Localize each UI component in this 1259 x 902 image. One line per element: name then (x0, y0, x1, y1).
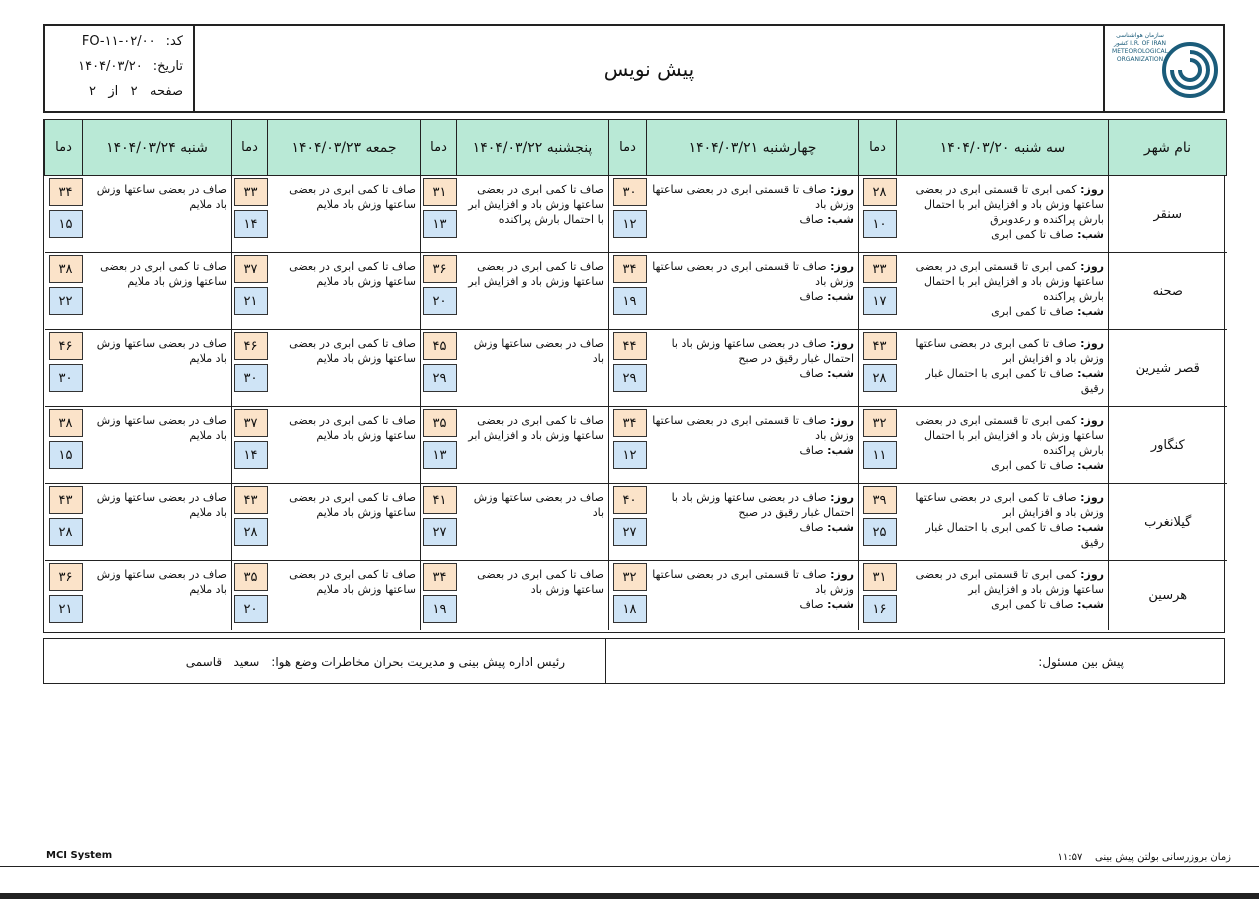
min-temp: ۲۹ (423, 364, 457, 392)
day-text: صاف تا قسمتی ابری در بعضی ساعتها وزش باد (652, 568, 854, 596)
day-label: روز: (1080, 414, 1104, 427)
night-text: صاف (799, 521, 824, 534)
forecast-text: صاف تا کمی ابری در بعضی ساعتها وزش باد ملایم (289, 414, 416, 442)
temp-cell (609, 253, 647, 330)
max-temp: ۳۵ (423, 409, 457, 437)
forecast-cell (457, 561, 609, 630)
min-temp: ۲۸ (863, 364, 897, 392)
night-forecast (651, 520, 855, 535)
forecast-cell (647, 253, 859, 330)
table-row (45, 330, 1227, 407)
forecast-cell (457, 330, 609, 407)
day-forecast (901, 490, 1105, 520)
temp-header: دما (45, 120, 83, 176)
temp-cell (45, 561, 83, 630)
day-forecast (901, 182, 1105, 227)
min-temp: ۲۱ (49, 595, 83, 623)
forecaster-label: پیش بین مسئول: (605, 639, 1224, 683)
table-row (45, 176, 1227, 253)
temp-cell (421, 176, 457, 253)
forecast-text: صاف تا کمی ابری در بعضی ساعتها وزش باد و افزایش ابر (468, 414, 604, 442)
night-forecast (901, 597, 1105, 612)
forecast-cell (83, 484, 232, 561)
day-text: کمی ابری تا قسمتی ابری در بعضی ساعتها وزش باد و افزایش ابر (915, 568, 1104, 596)
signature-box (43, 638, 1225, 684)
max-temp: ۳۴ (423, 563, 457, 591)
table-row (45, 253, 1227, 330)
day-label: روز: (1080, 568, 1104, 581)
day-label: روز: (830, 260, 854, 273)
forecast-cell (897, 253, 1109, 330)
document-header (43, 24, 1225, 113)
divider (0, 866, 1259, 867)
day-label: روز: (830, 491, 854, 504)
code-value: FO-۱۱-۰۲/۰۰ (81, 34, 156, 49)
forecast-text: صاف تا کمی ابری در بعضی ساعتها وزش باد ملایم (289, 568, 416, 596)
temp-cell (421, 484, 457, 561)
night-label: شب: (1077, 598, 1104, 611)
update-label: زمان بروزرسانی بولتن پیش بینی (1095, 852, 1231, 863)
forecast-cell (268, 253, 421, 330)
forecast-cell (457, 484, 609, 561)
night-label: شب: (1077, 228, 1104, 241)
document-title: پیش نویس (603, 56, 695, 81)
night-label: شب: (827, 290, 854, 303)
min-temp: ۱۹ (423, 595, 457, 623)
day-header: جمعه ۱۴۰۴/۰۳/۲۳ (268, 120, 421, 176)
max-temp: ۳۴ (613, 255, 647, 283)
max-temp: ۲۸ (863, 178, 897, 206)
head-label: رئیس اداره پیش بینی و مدیریت بحران مخاطرات وضع هوا: (271, 655, 565, 669)
day-label: روز: (830, 414, 854, 427)
day-label: روز: (1080, 260, 1104, 273)
forecast-text: صاف تا کمی ابری در بعضی ساعتها وزش باد ملایم (289, 183, 416, 211)
update-info (1057, 852, 1231, 863)
max-temp: ۳۱ (863, 563, 897, 591)
max-temp: ۳۱ (423, 178, 457, 206)
max-temp: ۳۷ (234, 255, 268, 283)
max-temp: ۳۲ (613, 563, 647, 591)
forecast-cell (268, 407, 421, 484)
max-temp: ۴۳ (863, 332, 897, 360)
max-temp: ۳۶ (423, 255, 457, 283)
temp-cell (859, 253, 897, 330)
night-forecast (651, 366, 855, 381)
page-number: صفحه ۲ از ۲ (88, 84, 183, 99)
day-text: صاف تا قسمتی ابری در بعضی ساعتها وزش باد (652, 183, 854, 211)
max-temp: ۴۵ (423, 332, 457, 360)
city-name: گیلانغرب (1109, 484, 1227, 561)
forecast-cell (268, 561, 421, 630)
temp-cell (421, 407, 457, 484)
temp-cell (232, 407, 268, 484)
forecast-cell (647, 176, 859, 253)
forecast-text: صاف در بعضی ساعتها وزش باد ملایم (96, 337, 227, 365)
min-temp: ۱۳ (423, 441, 457, 469)
day-forecast (901, 413, 1105, 458)
min-temp: ۱۲ (613, 441, 647, 469)
night-forecast (901, 458, 1105, 473)
max-temp: ۳۸ (49, 409, 83, 437)
organization-logo (1103, 26, 1223, 111)
min-temp: ۲۸ (234, 518, 268, 546)
max-temp: ۳۴ (613, 409, 647, 437)
max-temp: ۴۶ (49, 332, 83, 360)
forecast-cell (268, 484, 421, 561)
min-temp: ۲۷ (613, 518, 647, 546)
code-label: کد: (165, 34, 183, 49)
date-label: تاریخ: (152, 59, 183, 74)
day-forecast (651, 567, 855, 597)
min-temp: ۲۹ (613, 364, 647, 392)
night-label: شب: (827, 521, 854, 534)
min-temp: ۲۲ (49, 287, 83, 315)
temp-cell (609, 561, 647, 630)
night-forecast (901, 366, 1105, 396)
forecast-cell (457, 176, 609, 253)
temp-cell (421, 561, 457, 630)
max-temp: ۳۶ (49, 563, 83, 591)
temp-cell (45, 407, 83, 484)
forecast-text: صاف تا کمی ابری در بعضی ساعتها وزش باد ملایم (289, 491, 416, 519)
day-text: صاف تا قسمتی ابری در بعضی ساعتها وزش باد (652, 414, 854, 442)
night-text: صاف (799, 367, 824, 380)
day-forecast (651, 259, 855, 289)
table-row (45, 561, 1227, 630)
min-temp: ۱۱ (863, 441, 897, 469)
night-forecast (901, 520, 1105, 550)
min-temp: ۱۴ (234, 441, 268, 469)
forecast-cell (647, 330, 859, 407)
forecast-cell (83, 561, 232, 630)
bottom-rule (0, 893, 1259, 899)
day-header: سه شنبه ۱۴۰۴/۰۳/۲۰ (897, 120, 1109, 176)
forecast-table-wrapper (43, 119, 1225, 633)
forecast-cell (83, 253, 232, 330)
day-label: روز: (830, 337, 854, 350)
temp-cell (859, 330, 897, 407)
temp-cell (232, 176, 268, 253)
max-temp: ۳۰ (613, 178, 647, 206)
night-text: صاف تا کمی ابری با احتمال غبار رقیق (925, 521, 1104, 549)
day-forecast (651, 413, 855, 443)
date-value: ۱۴۰۴/۰۳/۲۰ (78, 59, 143, 74)
min-temp: ۱۵ (49, 441, 83, 469)
day-text: کمی ابری تا قسمتی ابری در بعضی ساعتها وزش باد و افزایش ابر با احتمال بارش پراکنده (915, 260, 1104, 303)
temp-cell (45, 484, 83, 561)
forecast-text: صاف در بعضی ساعتها وزش باد ملایم (96, 414, 227, 442)
max-temp: ۴۴ (613, 332, 647, 360)
max-temp: ۳۹ (863, 486, 897, 514)
forecast-text: صاف در بعضی ساعتها وزش باد ملایم (96, 491, 227, 519)
min-temp: ۲۰ (234, 595, 268, 623)
min-temp: ۱۳ (423, 210, 457, 238)
night-label: شب: (1077, 459, 1104, 472)
forecast-text: صاف تا کمی ابری در بعضی ساعتها وزش باد و افزایش ابر با احتمال بارش پراکنده (468, 183, 604, 226)
forecast-cell (897, 407, 1109, 484)
temp-cell (45, 253, 83, 330)
head-signature (44, 639, 605, 683)
max-temp: ۳۴ (49, 178, 83, 206)
max-temp: ۴۳ (49, 486, 83, 514)
temp-cell (421, 330, 457, 407)
day-forecast (651, 182, 855, 212)
temp-cell (609, 484, 647, 561)
temp-cell (859, 176, 897, 253)
forecast-cell (268, 176, 421, 253)
forecast-text: صاف تا کمی ابری در بعضی ساعتها وزش باد ملایم (289, 337, 416, 365)
head-name: سعید قاسمی (185, 655, 260, 669)
night-forecast (651, 597, 855, 612)
forecast-cell (897, 484, 1109, 561)
day-text: صاف در بعضی ساعتها وزش باد با احتمال غبار رقیق در صبح (671, 491, 854, 519)
min-temp: ۱۰ (863, 210, 897, 238)
forecast-cell (897, 561, 1109, 630)
min-temp: ۲۷ (423, 518, 457, 546)
night-label: شب: (827, 444, 854, 457)
day-forecast (901, 259, 1105, 304)
temp-cell (609, 330, 647, 407)
city-name: هرسین (1109, 561, 1227, 630)
forecast-cell (83, 330, 232, 407)
max-temp: ۳۳ (234, 178, 268, 206)
day-forecast (651, 490, 855, 520)
day-header: چهارشنبه ۱۴۰۴/۰۳/۲۱ (647, 120, 859, 176)
max-temp: ۴۰ (613, 486, 647, 514)
min-temp: ۳۰ (234, 364, 268, 392)
min-temp: ۲۵ (863, 518, 897, 546)
min-temp: ۱۴ (234, 210, 268, 238)
max-temp: ۳۸ (49, 255, 83, 283)
day-header: پنجشنبه ۱۴۰۴/۰۳/۲۲ (457, 120, 609, 176)
day-forecast (901, 567, 1105, 597)
night-label: شب: (827, 213, 854, 226)
min-temp: ۱۸ (613, 595, 647, 623)
temp-cell (232, 330, 268, 407)
min-temp: ۳۰ (49, 364, 83, 392)
day-header: شنبه ۱۴۰۴/۰۳/۲۴ (83, 120, 232, 176)
min-temp: ۱۹ (613, 287, 647, 315)
min-temp: ۱۵ (49, 210, 83, 238)
min-temp: ۲۸ (49, 518, 83, 546)
max-temp: ۴۶ (234, 332, 268, 360)
forecast-cell (647, 484, 859, 561)
forecast-text: صاف تا کمی ابری در بعضی ساعتها وزش باد و افزایش ابر (468, 260, 604, 288)
forecast-text: صاف تا کمی ابری در بعضی ساعتها وزش باد (477, 568, 604, 596)
night-text: صاف تا کمی ابری با احتمال غبار رقیق (925, 367, 1104, 395)
night-label: شب: (1077, 305, 1104, 318)
night-label: شب: (827, 598, 854, 611)
day-forecast (651, 336, 855, 366)
max-temp: ۳۳ (863, 255, 897, 283)
night-forecast (651, 289, 855, 304)
day-label: روز: (1080, 337, 1104, 350)
temp-header: دما (232, 120, 268, 176)
night-text: صاف (799, 444, 824, 457)
temp-cell (232, 484, 268, 561)
logo-text: سازمان هواشناسی کشور I.R. OF IRAN METEOROLOGICAL ORGANIZATION (1112, 32, 1168, 63)
city-name: کنگاور (1109, 407, 1227, 484)
table-row (45, 484, 1227, 561)
max-temp: ۳۷ (234, 409, 268, 437)
temp-cell (859, 407, 897, 484)
day-text: کمی ابری تا قسمتی ابری در بعضی ساعتها وزش باد و افزایش ابر با احتمال بارش پراکنده (915, 414, 1104, 457)
forecast-cell (457, 407, 609, 484)
max-temp: ۳۵ (234, 563, 268, 591)
city-header: نام شهر (1109, 120, 1227, 176)
forecast-text: صاف در بعضی ساعتها وزش باد ملایم (96, 568, 227, 596)
forecast-text: صاف تا کمی ابری در بعضی ساعتها وزش باد ملایم (289, 260, 416, 288)
city-name: صحنه (1109, 253, 1227, 330)
max-temp: ۴۳ (234, 486, 268, 514)
logo-icon (1159, 30, 1221, 110)
document-meta (45, 26, 195, 111)
night-forecast (901, 304, 1105, 319)
night-text: صاف (799, 213, 824, 226)
temp-header: دما (421, 120, 457, 176)
forecast-text: صاف در بعضی ساعتها وزش باد ملایم (96, 183, 227, 211)
forecast-text: صاف در بعضی ساعتها وزش باد (473, 337, 604, 365)
forecast-cell (647, 407, 859, 484)
day-label: روز: (830, 568, 854, 581)
table-header-row (45, 120, 1227, 176)
min-temp: ۱۲ (613, 210, 647, 238)
day-text: صاف تا قسمتی ابری در بعضی ساعتها وزش باد (652, 260, 854, 288)
min-temp: ۲۱ (234, 287, 268, 315)
forecast-cell (83, 176, 232, 253)
day-label: روز: (830, 183, 854, 196)
night-label: شب: (827, 367, 854, 380)
min-temp: ۲۰ (423, 287, 457, 315)
day-text: صاف تا کمی ابری در بعضی ساعتها وزش باد و افزایش ابر (915, 491, 1104, 519)
forecast-table (44, 119, 1227, 630)
night-text: صاف تا کمی ابری (991, 459, 1074, 472)
day-text: صاف تا کمی ابری در بعضی ساعتها وزش باد و افزایش ابر (915, 337, 1104, 365)
temp-cell (609, 407, 647, 484)
min-temp: ۱۶ (863, 595, 897, 623)
forecast-cell (83, 407, 232, 484)
temp-cell (232, 253, 268, 330)
forecast-cell (457, 253, 609, 330)
temp-cell (421, 253, 457, 330)
min-temp: ۱۷ (863, 287, 897, 315)
night-forecast (651, 212, 855, 227)
system-name: MCI System (46, 850, 113, 861)
temp-header: دما (609, 120, 647, 176)
night-text: صاف تا کمی ابری (991, 598, 1074, 611)
temp-cell (859, 484, 897, 561)
temp-cell (859, 561, 897, 630)
day-label: روز: (1080, 183, 1104, 196)
day-text: صاف در بعضی ساعتها وزش باد با احتمال غبار رقیق در صبح (671, 337, 854, 365)
night-text: صاف (799, 598, 824, 611)
day-forecast (901, 336, 1105, 366)
forecast-text: صاف تا کمی ابری در بعضی ساعتها وزش باد ملایم (100, 260, 227, 288)
forecast-cell (897, 330, 1109, 407)
night-text: صاف تا کمی ابری (991, 305, 1074, 318)
night-label: شب: (1077, 521, 1104, 534)
night-label: شب: (1077, 367, 1104, 380)
city-name: قصر شیرین (1109, 330, 1227, 407)
temp-header: دما (859, 120, 897, 176)
update-time: ۱۱:۵۷ (1057, 852, 1083, 863)
city-name: سنقر (1109, 176, 1227, 253)
night-forecast (651, 443, 855, 458)
night-text: صاف تا کمی ابری (991, 228, 1074, 241)
day-text: کمی ابری تا قسمتی ابری در بعضی ساعتها وزش باد و افزایش ابر با احتمال بارش پراکنده و رعدوبرق (915, 183, 1104, 226)
temp-cell (45, 330, 83, 407)
forecast-cell (647, 561, 859, 630)
max-temp: ۴۱ (423, 486, 457, 514)
temp-cell (609, 176, 647, 253)
night-text: صاف (799, 290, 824, 303)
table-body (45, 176, 1227, 630)
forecast-cell (268, 330, 421, 407)
forecast-text: صاف در بعضی ساعتها وزش باد (473, 491, 604, 519)
day-label: روز: (1080, 491, 1104, 504)
forecast-cell (897, 176, 1109, 253)
table-row (45, 407, 1227, 484)
max-temp: ۳۲ (863, 409, 897, 437)
temp-cell (232, 561, 268, 630)
night-forecast (901, 227, 1105, 242)
temp-cell (45, 176, 83, 253)
